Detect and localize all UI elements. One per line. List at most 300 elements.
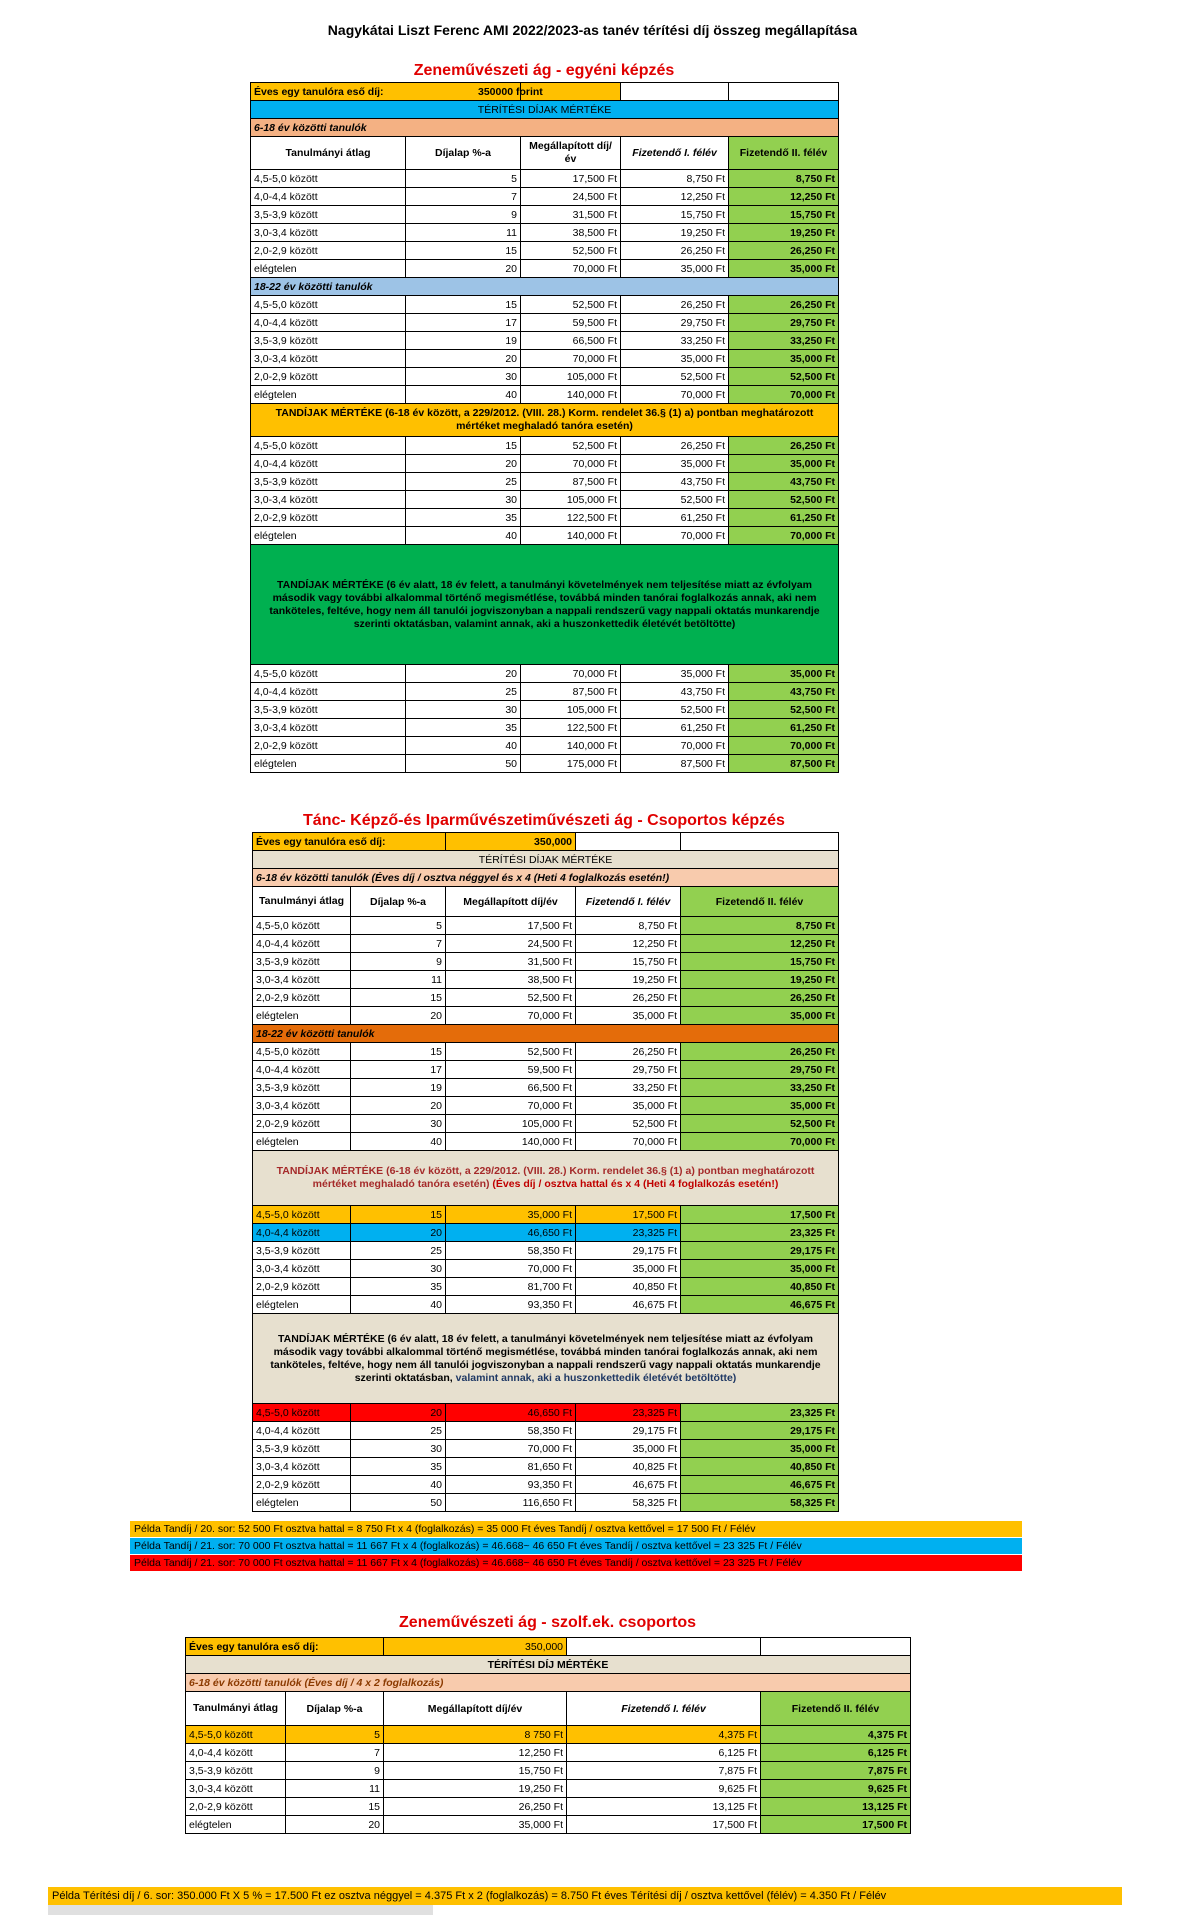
cell-average: 3,5-3,9 között (186, 1762, 286, 1780)
cell-semester-1: 52,500 Ft (621, 368, 729, 386)
cell-percent: 25 (351, 1242, 446, 1260)
group-label: 18-22 év közötti tanulók (253, 1025, 839, 1043)
cell-average: 3,0-3,4 között (251, 224, 406, 242)
cell-semester-1: 35,000 Ft (576, 1260, 681, 1278)
cell-semester-2: 19,250 Ft (681, 971, 839, 989)
cell-semester-2: 43,750 Ft (729, 473, 839, 491)
header-row (251, 137, 839, 170)
tandij-row (251, 545, 839, 665)
tandij-label (253, 1314, 839, 1404)
cell-average: 2,0-2,9 között (251, 368, 406, 386)
cell-annual-fee: 58,350 Ft (446, 1422, 576, 1440)
cell-percent: 30 (351, 1115, 446, 1133)
fee-label: Éves egy tanulóra eső díj: (253, 833, 446, 851)
section-3-title: Zeneművészeti ág - szolf.ek. csoportos (399, 1614, 696, 1631)
cell-semester-2: 26,250 Ft (681, 989, 839, 1007)
cell-semester-1: 61,250 Ft (621, 719, 729, 737)
cell-percent: 40 (351, 1296, 446, 1314)
cell-semester-1: 8,750 Ft (576, 917, 681, 935)
cell-annual-fee: 116,650 Ft (446, 1494, 576, 1512)
cell-average: 3,0-3,4 között (253, 1097, 351, 1115)
cell-annual-fee: 58,350 Ft (446, 1242, 576, 1260)
col-header: Fizetendő II. félév (761, 1692, 911, 1726)
cell-percent: 30 (351, 1440, 446, 1458)
cell-annual-fee: 52,500 Ft (521, 242, 621, 260)
cell-annual-fee: 46,650 Ft (446, 1404, 576, 1422)
fee-value: 350000 forint (478, 86, 543, 98)
fee-row (186, 1638, 911, 1656)
cell-semester-1: 26,250 Ft (621, 242, 729, 260)
cell-semester-1: 70,000 Ft (576, 1133, 681, 1151)
cell-annual-fee: 26,250 Ft (384, 1798, 567, 1816)
cell-annual-fee: 105,000 Ft (521, 701, 621, 719)
cell-percent: 25 (406, 473, 521, 491)
example-note-3: Példa Tandíj / 21. sor: 70 000 Ft osztva hattal = 11 667 Ft x 4 (foglalkozás) = 46.668~ 46 650 Ft éves Tandíj / osztva kettővel = 23 325 Ft / Félév (130, 1555, 1022, 1571)
cell-semester-1: 70,000 Ft (621, 527, 729, 545)
col-header: Fizetendő I. félév (621, 137, 729, 170)
col-header: Tanulmányi átlag (186, 1692, 286, 1726)
example-note-2: Példa Tandíj / 21. sor: 70 000 Ft osztva hattal = 11 667 Ft x 4 (foglalkozás) = 46.668~ 46 650 Ft éves Tandíj / osztva kettővel = 23 325 Ft / Félév (130, 1538, 1022, 1554)
cell-average: 3,0-3,4 között (253, 1260, 351, 1278)
table-row (253, 1007, 839, 1025)
cell-average: 4,5-5,0 között (251, 170, 406, 188)
cell-average: 4,5-5,0 között (253, 1404, 351, 1422)
table-row (253, 1242, 839, 1260)
fee-label: Éves egy tanulóra eső díj: (251, 83, 521, 101)
cell-semester-1: 43,750 Ft (621, 683, 729, 701)
fee-empty-cell (761, 1638, 911, 1656)
cell-percent: 15 (406, 437, 521, 455)
table-row (251, 188, 839, 206)
group-row (253, 869, 839, 887)
cell-semester-2: 33,250 Ft (729, 332, 839, 350)
table-row (253, 1278, 839, 1296)
cell-semester-2: 6,125 Ft (761, 1744, 911, 1762)
cell-semester-1: 35,000 Ft (621, 455, 729, 473)
cell-percent: 19 (406, 332, 521, 350)
fee-empty-cell (729, 83, 839, 101)
cell-semester-1: 4,375 Ft (567, 1726, 761, 1744)
cell-percent: 19 (351, 1079, 446, 1097)
col-header: Fizetendő II. félév (729, 137, 839, 170)
cell-average: 2,0-2,9 között (253, 989, 351, 1007)
cell-annual-fee: 31,500 Ft (446, 953, 576, 971)
cell-percent: 7 (406, 188, 521, 206)
cell-annual-fee: 122,500 Ft (521, 719, 621, 737)
cell-average: elégtelen (251, 260, 406, 278)
cell-semester-1: 23,325 Ft (576, 1404, 681, 1422)
cell-semester-2: 52,500 Ft (729, 491, 839, 509)
cell-average: 4,5-5,0 között (186, 1726, 286, 1744)
tandij-label: TANDÍJAK MÉRTÉKE (6 év alatt, 18 év felett, a tanulmányi követelmények nem teljesítése miatt az évfolyam második vagy további alkalommal történő megismétlése, továbbá minden tanórai foglalkozás annak, aki nem tanköteles, feltéve, hogy nem áll tanulói jogviszonyban a nappali rendszerű vagy nappali oktatás munkarendje szerinti oktatásban, valamint annak, aki a huszonkettedik életévét betöltötte) (251, 545, 839, 665)
cell-semester-1: 33,250 Ft (621, 332, 729, 350)
cell-semester-2: 8,750 Ft (729, 170, 839, 188)
tandij-label (253, 1151, 839, 1206)
cell-semester-1: 15,750 Ft (576, 953, 681, 971)
cell-semester-2: 46,675 Ft (681, 1296, 839, 1314)
table-row (251, 296, 839, 314)
cell-annual-fee: 140,000 Ft (521, 527, 621, 545)
cell-percent: 20 (286, 1816, 384, 1834)
cell-semester-2: 40,850 Ft (681, 1458, 839, 1476)
cell-annual-fee: 12,250 Ft (384, 1744, 567, 1762)
cell-semester-1: 9,625 Ft (567, 1780, 761, 1798)
group-row (251, 119, 839, 137)
cell-semester-2: 4,375 Ft (761, 1726, 911, 1744)
group-label: 6-18 év közötti tanulók (251, 119, 839, 137)
cell-annual-fee: 105,000 Ft (521, 368, 621, 386)
cell-average: 3,5-3,9 között (251, 332, 406, 350)
cell-average: 4,5-5,0 között (251, 665, 406, 683)
cell-average: 2,0-2,9 között (186, 1798, 286, 1816)
cell-average: 4,0-4,4 között (251, 683, 406, 701)
table-row (251, 260, 839, 278)
fee-label: Éves egy tanulóra eső díj: (186, 1638, 384, 1656)
col-header: Fizetendő II. félév (681, 887, 839, 917)
group-row (251, 278, 839, 296)
cell-average: 2,0-2,9 között (253, 1278, 351, 1296)
cell-semester-2: 35,000 Ft (729, 350, 839, 368)
fee-empty-cell (681, 833, 839, 851)
table-row (251, 737, 839, 755)
cell-average: 3,5-3,9 között (253, 1440, 351, 1458)
cell-average: elégtelen (253, 1133, 351, 1151)
table-row (253, 1296, 839, 1314)
cell-semester-1: 15,750 Ft (621, 206, 729, 224)
cell-semester-1: 19,250 Ft (621, 224, 729, 242)
cell-semester-2: 35,000 Ft (681, 1440, 839, 1458)
cell-percent: 40 (406, 386, 521, 404)
cell-semester-2: 29,750 Ft (729, 314, 839, 332)
cell-semester-1: 26,250 Ft (576, 989, 681, 1007)
cell-semester-1: 29,175 Ft (576, 1242, 681, 1260)
section-1-rows-a (251, 170, 839, 278)
cell-semester-1: 35,000 Ft (576, 1097, 681, 1115)
page-title: Nagykátai Liszt Ferenc AMI 2022/2023-as tanév térítési díj összeg megállapítása (327, 22, 858, 38)
cell-semester-1: 46,675 Ft (576, 1296, 681, 1314)
cell-percent: 30 (351, 1260, 446, 1278)
cell-semester-1: 29,750 Ft (576, 1061, 681, 1079)
bottom-grey-bar (48, 1905, 433, 1915)
table-row (253, 1440, 839, 1458)
cell-percent: 11 (406, 224, 521, 242)
cell-annual-fee: 93,350 Ft (446, 1476, 576, 1494)
table-row (253, 971, 839, 989)
cell-average: 2,0-2,9 között (251, 509, 406, 527)
cell-semester-1: 87,500 Ft (621, 755, 729, 773)
section-2-rows-c (253, 1206, 839, 1314)
bottom-example-note: Példa Térítési díj / 6. sor: 350.000 Ft X 5 % = 17.500 Ft ez osztva néggyel = 4.375 Ft x 2 (foglalkozás) = 8.750 Ft éves Térítési díj / osztva kettővel (félév) = 4.350 Ft / Félév (48, 1887, 1122, 1905)
cell-percent: 30 (406, 491, 521, 509)
cell-percent: 35 (406, 509, 521, 527)
header-row (253, 887, 839, 917)
cell-average: 4,0-4,4 között (253, 1224, 351, 1242)
cell-semester-2: 35,000 Ft (729, 455, 839, 473)
cell-percent: 9 (286, 1762, 384, 1780)
col-header: Tanulmányi átlag (251, 137, 406, 170)
cell-annual-fee: 24,500 Ft (446, 935, 576, 953)
table-row (251, 368, 839, 386)
group-label: 6-18 év közötti tanulók (Éves díj / osztva néggyel és x 4 (Heti 4 foglalkozás esetén!) (253, 869, 839, 887)
band-row (186, 1656, 911, 1674)
cell-semester-1: 43,750 Ft (621, 473, 729, 491)
cell-average: 4,0-4,4 között (253, 1061, 351, 1079)
cell-average: 4,5-5,0 között (251, 296, 406, 314)
cell-average: 2,0-2,9 között (253, 1115, 351, 1133)
table-row (251, 455, 839, 473)
section-1-rows-d (251, 665, 839, 773)
cell-annual-fee: 70,000 Ft (521, 665, 621, 683)
table-row (253, 1404, 839, 1422)
cell-average: 4,5-5,0 között (253, 1043, 351, 1061)
cell-percent: 7 (286, 1744, 384, 1762)
cell-percent: 35 (351, 1458, 446, 1476)
section-1-table (250, 82, 839, 773)
cell-semester-2: 35,000 Ft (681, 1097, 839, 1115)
cell-average: 3,0-3,4 között (251, 719, 406, 737)
cell-semester-2: 33,250 Ft (681, 1079, 839, 1097)
cell-semester-1: 40,825 Ft (576, 1458, 681, 1476)
cell-semester-2: 52,500 Ft (729, 368, 839, 386)
band-row (253, 851, 839, 869)
cell-semester-2: 17,500 Ft (761, 1816, 911, 1834)
tandij-note: (Éves díj / osztva hattal és x 4 (Heti 4 foglalkozás esetén!) (492, 1178, 779, 1190)
cell-percent: 20 (406, 260, 521, 278)
group-row (186, 1674, 911, 1692)
table-row (251, 509, 839, 527)
table-row (253, 1079, 839, 1097)
table-row (253, 1422, 839, 1440)
cell-percent: 20 (351, 1404, 446, 1422)
cell-percent: 15 (286, 1798, 384, 1816)
cell-average: 4,0-4,4 között (186, 1744, 286, 1762)
cell-average: elégtelen (251, 386, 406, 404)
col-header: Tanulmányi átlag (253, 887, 351, 917)
table-row (251, 170, 839, 188)
cell-semester-1: 33,250 Ft (576, 1079, 681, 1097)
cell-average: 3,5-3,9 között (253, 953, 351, 971)
cell-average: 3,5-3,9 között (251, 701, 406, 719)
cell-semester-2: 61,250 Ft (729, 509, 839, 527)
cell-percent: 20 (406, 350, 521, 368)
band-label: TÉRÍTÉSI DÍJ MÉRTÉKE (186, 1656, 911, 1674)
cell-annual-fee: 38,500 Ft (521, 224, 621, 242)
section-2-rows-b (253, 1043, 839, 1151)
cell-percent: 20 (351, 1224, 446, 1242)
cell-semester-2: 52,500 Ft (729, 701, 839, 719)
cell-percent: 9 (406, 206, 521, 224)
cell-average: elégtelen (253, 1296, 351, 1314)
cell-percent: 40 (351, 1476, 446, 1494)
cell-semester-1: 52,500 Ft (621, 491, 729, 509)
cell-semester-2: 61,250 Ft (729, 719, 839, 737)
table-row (251, 224, 839, 242)
cell-average: 4,0-4,4 között (251, 188, 406, 206)
band-row (251, 101, 839, 119)
cell-average: elégtelen (253, 1007, 351, 1025)
cell-semester-2: 70,000 Ft (681, 1133, 839, 1151)
cell-percent: 35 (351, 1278, 446, 1296)
cell-semester-1: 26,250 Ft (621, 437, 729, 455)
table-row (186, 1798, 911, 1816)
cell-average: 4,0-4,4 között (253, 935, 351, 953)
cell-semester-1: 61,250 Ft (621, 509, 729, 527)
cell-average: elégtelen (251, 755, 406, 773)
table-row (251, 701, 839, 719)
cell-annual-fee: 140,000 Ft (521, 386, 621, 404)
cell-average: 3,0-3,4 között (251, 350, 406, 368)
table-row (253, 1206, 839, 1224)
tandij-text: TANDÍJAK MÉRTÉKE (6 év alatt, 18 év felett, a tanulmányi követelmények nem teljesítése miatt az évfolyam második vagy további alkalommal történő megismétlése, továbbá minden tanórai foglalkozás annak, aki nem tanköteles, feltéve, hogy nem áll tanulói jogviszonyban a nappali rendszerű vagy nappali oktatás munkarendje szerinti oktatásban, (270, 1332, 821, 1384)
cell-semester-1: 70,000 Ft (621, 737, 729, 755)
table-row (253, 1115, 839, 1133)
fee-value: 350,000 (384, 1638, 567, 1656)
cell-annual-fee: 17,500 Ft (446, 917, 576, 935)
table-row (251, 206, 839, 224)
table-row (251, 386, 839, 404)
fee-value: 350,000 (446, 833, 576, 851)
cell-annual-fee: 17,500 Ft (521, 170, 621, 188)
cell-percent: 5 (406, 170, 521, 188)
cell-average: elégtelen (253, 1494, 351, 1512)
tandij-text: TANDÍJAK MÉRTÉKE (6-18 év között, a 229/2012. (VIII. 28.) Korm. rendelet 36.§ (1) a) pontban meghatározott mértéket meghaladó tanóra esetén) (276, 1165, 815, 1190)
col-header: Fizetendő I. félév (567, 1692, 761, 1726)
cell-annual-fee: 81,650 Ft (446, 1458, 576, 1476)
cell-annual-fee: 66,500 Ft (446, 1079, 576, 1097)
section-3-rows (186, 1726, 911, 1834)
cell-annual-fee: 38,500 Ft (446, 971, 576, 989)
fee-empty-cell (567, 1638, 761, 1656)
cell-annual-fee: 35,000 Ft (446, 1206, 576, 1224)
cell-semester-1: 29,175 Ft (576, 1422, 681, 1440)
cell-semester-1: 46,675 Ft (576, 1476, 681, 1494)
cell-semester-2: 40,850 Ft (681, 1278, 839, 1296)
fee-empty-cell (576, 833, 681, 851)
col-header: Megállapított díj/év (521, 137, 621, 170)
cell-annual-fee: 59,500 Ft (446, 1061, 576, 1079)
cell-average: 3,5-3,9 között (251, 473, 406, 491)
cell-semester-2: 23,325 Ft (681, 1224, 839, 1242)
table-row (186, 1780, 911, 1798)
cell-annual-fee: 93,350 Ft (446, 1296, 576, 1314)
cell-annual-fee: 31,500 Ft (521, 206, 621, 224)
fee-row (251, 83, 839, 101)
section-3-table (185, 1637, 911, 1834)
table-row (251, 719, 839, 737)
cell-semester-2: 26,250 Ft (729, 296, 839, 314)
cell-percent: 15 (351, 1206, 446, 1224)
cell-semester-2: 87,500 Ft (729, 755, 839, 773)
table-row (253, 953, 839, 971)
cell-annual-fee: 52,500 Ft (521, 296, 621, 314)
cell-average: elégtelen (251, 527, 406, 545)
band-label: TÉRÍTÉSI DÍJAK MÉRTÉKE (251, 101, 839, 119)
cell-semester-1: 58,325 Ft (576, 1494, 681, 1512)
cell-semester-1: 17,500 Ft (576, 1206, 681, 1224)
cell-annual-fee: 105,000 Ft (446, 1115, 576, 1133)
section-2-rows-a (253, 917, 839, 1025)
table-row (253, 1224, 839, 1242)
cell-average: 3,5-3,9 között (251, 206, 406, 224)
cell-semester-2: 26,250 Ft (681, 1043, 839, 1061)
cell-percent: 5 (351, 917, 446, 935)
cell-percent: 15 (351, 1043, 446, 1061)
cell-annual-fee: 70,000 Ft (521, 455, 621, 473)
cell-annual-fee: 70,000 Ft (446, 1097, 576, 1115)
table-row (251, 491, 839, 509)
cell-average: elégtelen (186, 1816, 286, 1834)
cell-annual-fee: 59,500 Ft (521, 314, 621, 332)
cell-semester-1: 8,750 Ft (621, 170, 729, 188)
table-row (186, 1816, 911, 1834)
cell-percent: 20 (406, 665, 521, 683)
header-row (186, 1692, 911, 1726)
cell-average: 3,0-3,4 között (186, 1780, 286, 1798)
cell-semester-2: 17,500 Ft (681, 1206, 839, 1224)
cell-annual-fee: 70,000 Ft (446, 1260, 576, 1278)
section-2-table (252, 832, 839, 1512)
cell-annual-fee: 46,650 Ft (446, 1224, 576, 1242)
cell-percent: 15 (406, 296, 521, 314)
cell-semester-1: 17,500 Ft (567, 1816, 761, 1834)
cell-percent: 20 (406, 455, 521, 473)
cell-percent: 11 (351, 971, 446, 989)
cell-semester-2: 29,175 Ft (681, 1422, 839, 1440)
col-header: Díjalap %-a (351, 887, 446, 917)
cell-semester-2: 70,000 Ft (729, 386, 839, 404)
band-label: TÉRÍTÉSI DÍJAK MÉRTÉKE (253, 851, 839, 869)
cell-average: 4,0-4,4 között (253, 1422, 351, 1440)
cell-percent: 50 (406, 755, 521, 773)
cell-annual-fee: 122,500 Ft (521, 509, 621, 527)
cell-semester-2: 35,000 Ft (729, 260, 839, 278)
cell-annual-fee: 70,000 Ft (446, 1440, 576, 1458)
table-row (251, 527, 839, 545)
cell-semester-2: 35,000 Ft (729, 665, 839, 683)
cell-semester-2: 9,625 Ft (761, 1780, 911, 1798)
cell-percent: 7 (351, 935, 446, 953)
cell-semester-2: 23,325 Ft (681, 1404, 839, 1422)
cell-semester-2: 58,325 Ft (681, 1494, 839, 1512)
section-2-rows-d (253, 1404, 839, 1512)
table-row (253, 1097, 839, 1115)
cell-semester-2: 29,750 Ft (681, 1061, 839, 1079)
cell-semester-1: 29,750 Ft (621, 314, 729, 332)
cell-average: 4,0-4,4 között (251, 314, 406, 332)
cell-annual-fee: 140,000 Ft (521, 737, 621, 755)
table-row (186, 1726, 911, 1744)
cell-average: 3,5-3,9 között (253, 1242, 351, 1260)
table-row (251, 665, 839, 683)
table-row (253, 1043, 839, 1061)
cell-average: 3,5-3,9 között (253, 1079, 351, 1097)
tandij-row (253, 1314, 839, 1404)
section-2-title: Tánc- Képző-és Iparművészetiművészeti ág - Csoportos képzés (303, 812, 785, 829)
table-row (251, 350, 839, 368)
table-row (186, 1744, 911, 1762)
cell-semester-1: 23,325 Ft (576, 1224, 681, 1242)
cell-semester-2: 70,000 Ft (729, 737, 839, 755)
cell-percent: 40 (406, 737, 521, 755)
cell-annual-fee: 105,000 Ft (521, 491, 621, 509)
table-row (251, 683, 839, 701)
section-1-rows-b (251, 296, 839, 404)
section-1-rows-c (251, 437, 839, 545)
cell-semester-1: 35,000 Ft (621, 665, 729, 683)
cell-percent: 9 (351, 953, 446, 971)
cell-semester-1: 26,250 Ft (621, 296, 729, 314)
cell-average: 2,0-2,9 között (251, 242, 406, 260)
